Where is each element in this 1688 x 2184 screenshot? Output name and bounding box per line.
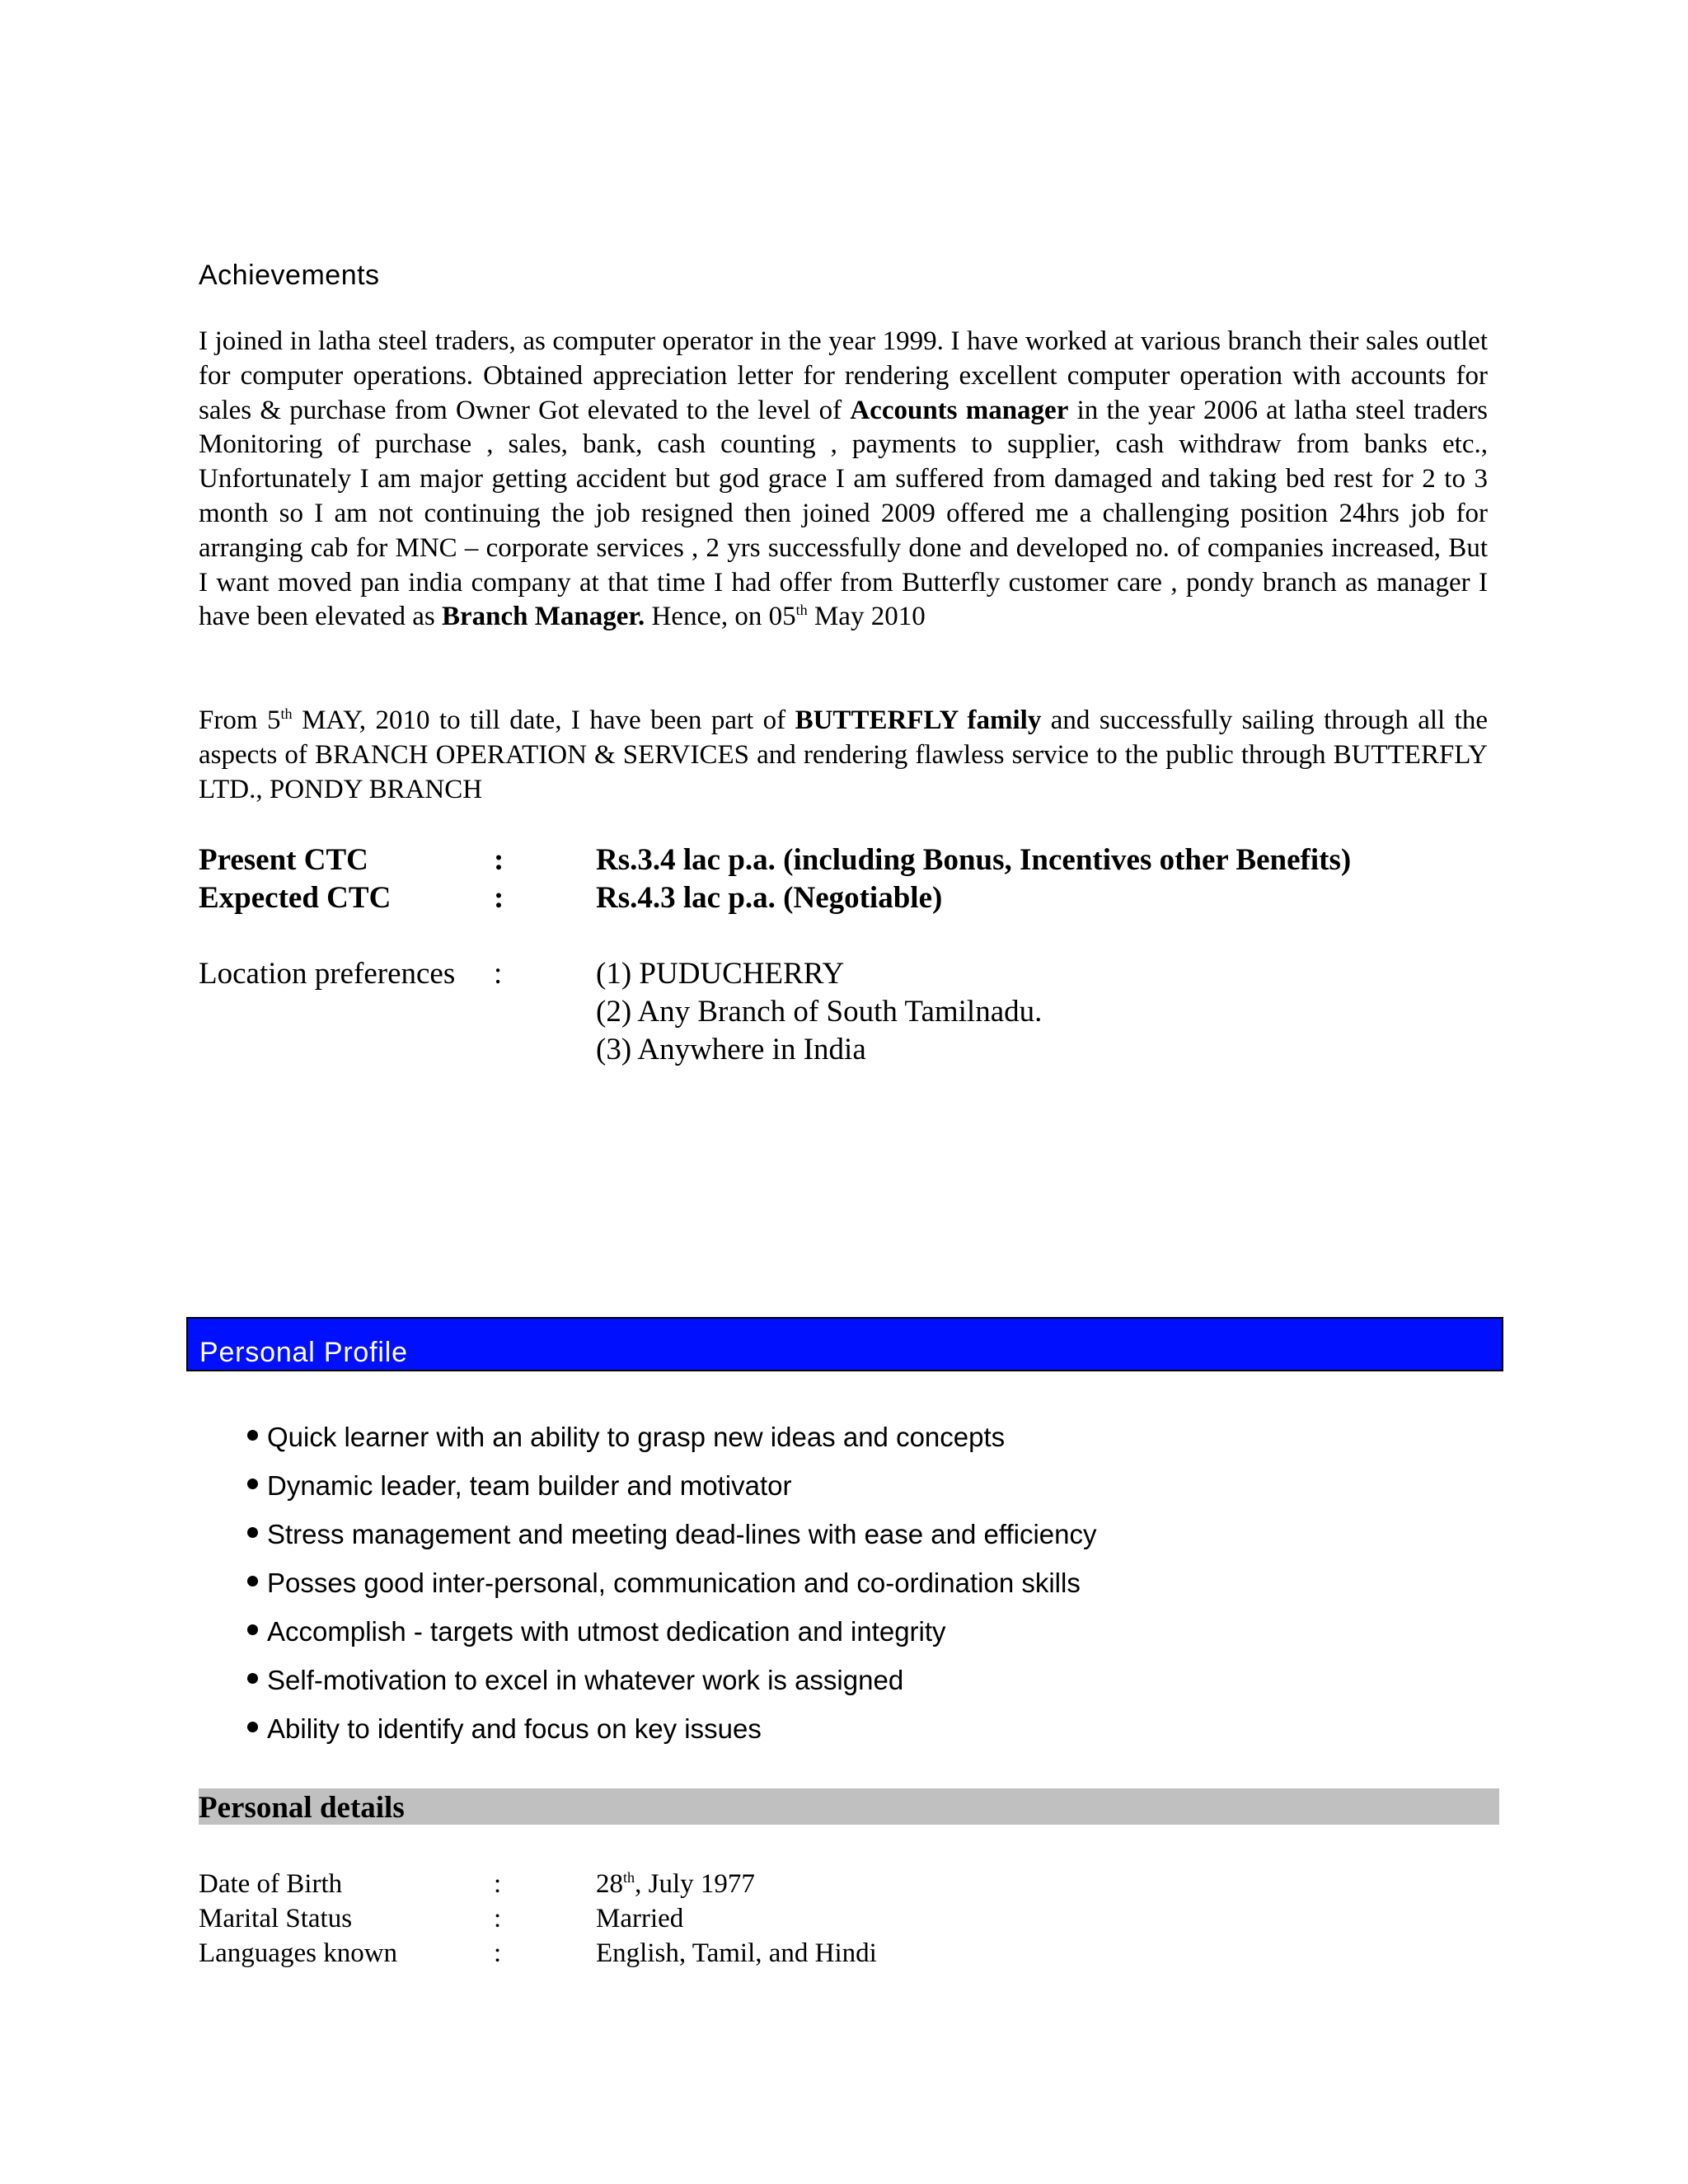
personal-profile-header-bar — [186, 1317, 1503, 1371]
bullet-text: Posses good inter-personal, communication and co-ordination skills — [267, 1568, 1081, 1598]
list-item — [247, 1664, 1096, 1713]
languages-colon: : — [494, 1938, 502, 1968]
para1-sup: th — [795, 602, 808, 619]
para1-text-2: in the year 2006 at latha steel traders Monitoring of purchase , sales, bank, cash counting , payments to supplier, cash withdraw from banks etc., Unfortunately I am major getting accident but god grace I am suffered from damaged and taking bed rest for 2 to 3 month so I am not continuing the job resigned then joined 2009 offered me a challenging position 24hrs job for arranging cab for MNC – corporate services , 2 yrs successfully done and developed no. of companies increased, But I want moved pan india company at that time I had offer from Butterfly customer care , pondy branch as manager I have been elevated as — [199, 395, 1488, 632]
present-ctc-colon: : — [494, 843, 504, 877]
marital-colon: : — [494, 1904, 502, 1933]
location-row — [199, 956, 1517, 994]
list-item — [247, 1518, 1096, 1567]
location-item-2: (2) Any Branch of South Tamilnadu. — [596, 995, 1043, 1029]
bullet-icon — [247, 1576, 258, 1586]
para2-text-2: MAY, 2010 to till date, I have been part of — [292, 705, 795, 735]
dob-colon: : — [494, 1869, 502, 1899]
bullet-text: Ability to identify and focus on key issues — [267, 1713, 762, 1744]
bullet-text: Dynamic leader, team builder and motivator — [267, 1470, 792, 1501]
dob-rest: , July 1977 — [635, 1869, 755, 1899]
para1-text-1: I joined in latha steel traders, as computer operator in the year 1999. I have worked at various branch their sales outlet for computer operations. Obtained appreciation letter for rendering excellent computer operation with accounts for sales & purchase from Owner Got elevated to the level of — [199, 326, 1488, 425]
location-item-3: (3) Anywhere in India — [596, 1033, 866, 1066]
achievements-paragraph-1 — [199, 325, 1488, 635]
expected-ctc-label: Expected CTC — [199, 881, 392, 915]
para2-sup: th — [280, 705, 293, 722]
marital-value: Married — [596, 1904, 684, 1933]
location-colon: : — [494, 957, 503, 991]
bullet-text: Stress management and meeting dead-lines with ease and efficiency — [267, 1519, 1097, 1549]
para1-branch-manager: Branch Manager. — [442, 602, 645, 632]
list-item — [247, 1469, 1096, 1518]
expected-ctc-row — [199, 880, 1517, 918]
present-ctc-label: Present CTC — [199, 843, 368, 877]
bullet-icon — [247, 1527, 258, 1538]
personal-details-title: Personal details — [199, 1791, 405, 1825]
location-label: Location preferences — [199, 957, 456, 991]
languages-value: English, Tamil, and Hindi — [596, 1938, 877, 1968]
bullet-icon — [247, 1722, 258, 1732]
languages-label: Languages known — [199, 1938, 398, 1968]
achievements-heading: Achievements — [199, 260, 380, 291]
marital-label: Marital Status — [199, 1904, 353, 1933]
dob-label: Date of Birth — [199, 1869, 343, 1899]
para2-text-3: and successfully sailing through all the aspects of BRANCH OPERATION & SERVICES and rendering flawless service to the public through BUTTERFLY LTD., PONDY BRANCH — [199, 705, 1488, 804]
bullet-text: Quick learner with an ability to grasp new ideas and concepts — [267, 1422, 1006, 1452]
bullet-icon — [247, 1430, 258, 1441]
dob-day: 28 — [596, 1869, 623, 1899]
marital-row — [199, 1904, 1517, 1942]
expected-ctc-value: Rs.4.3 lac p.a. (Negotiable) — [596, 881, 943, 915]
para2-butterfly-family: BUTTERFLY family — [795, 705, 1042, 735]
para1-text-4: May 2010 — [807, 602, 926, 632]
languages-row — [199, 1938, 1517, 1976]
list-item — [247, 1421, 1096, 1469]
dob-sup: th — [623, 1869, 635, 1886]
bullet-icon — [247, 1479, 258, 1489]
achievements-paragraph-2 — [199, 704, 1488, 807]
bullet-text: Self-motivation to excel in whatever work is assigned — [267, 1665, 904, 1695]
dob-value — [596, 1869, 755, 1900]
list-item — [247, 1713, 1096, 1761]
list-item — [247, 1615, 1096, 1664]
personal-profile-list — [247, 1421, 1096, 1761]
bullet-text: Accomplish - targets with utmost dedication and integrity — [267, 1616, 946, 1647]
location-item-1: (1) PUDUCHERRY — [596, 957, 845, 991]
present-ctc-value: Rs.3.4 lac p.a. (including Bonus, Incentives other Benefits) — [596, 843, 1352, 877]
para1-text-3: Hence, on 05 — [645, 602, 796, 632]
present-ctc-row — [199, 842, 1517, 880]
bullet-icon — [247, 1673, 258, 1684]
expected-ctc-colon: : — [494, 881, 504, 915]
personal-profile-title: Personal Profile — [199, 1337, 408, 1368]
personal-details-header-bar — [199, 1788, 1499, 1825]
bullet-icon — [247, 1624, 258, 1635]
para2-text-1: From 5 — [199, 705, 281, 735]
list-item — [247, 1567, 1096, 1615]
para1-accounts-manager: Accounts manager — [850, 395, 1069, 425]
dob-row — [199, 1869, 1517, 1907]
